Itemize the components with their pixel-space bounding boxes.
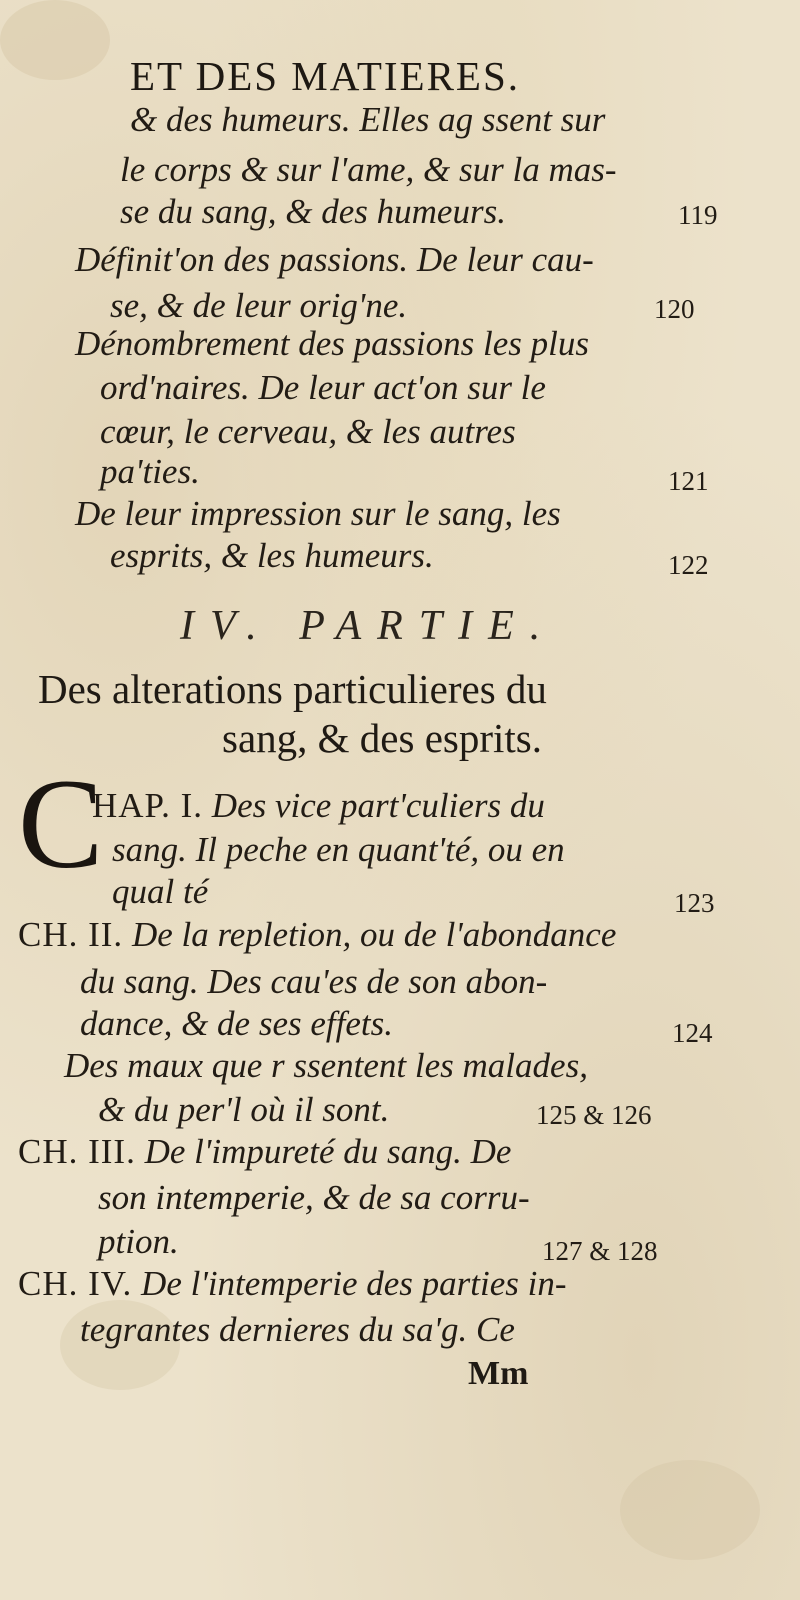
toc-line: Dénombrement des passions les plus: [75, 324, 589, 363]
chapter-title: De l'impureté du sang. De: [144, 1132, 512, 1171]
page-number: 122: [668, 550, 709, 580]
drop-cap: C: [18, 753, 104, 895]
chapter-line: dance, & de ses effets.: [80, 1004, 393, 1043]
chapter-line: qual té: [112, 872, 209, 911]
chapter-line: du sang. Des cau'es de son abon-: [80, 962, 548, 1001]
chapter-line: ption.: [98, 1222, 179, 1261]
chapter-line: Des maux que r ssentent les malades,: [64, 1046, 588, 1085]
chapter-title: De la repletion, ou de l'abondance: [131, 915, 617, 954]
page-number: 127 & 128: [542, 1236, 658, 1266]
page-number: 120: [654, 294, 695, 324]
running-header: ET DES MATIERES.: [130, 53, 521, 99]
chapter-prefix: CH. IV.: [18, 1264, 133, 1303]
part-subtitle-line2: sang, & des esprits.: [222, 715, 542, 761]
chapter-prefix: CH. II.: [18, 915, 124, 954]
part-subtitle-line1: Des alterations particulieres du: [38, 666, 547, 712]
toc-line: se du sang, & des humeurs.: [120, 192, 506, 231]
toc-line: le corps & sur l'ame, & sur la mas-: [120, 150, 617, 189]
signature-mark: Mm: [468, 1355, 529, 1392]
toc-line: ord'naires. De leur act'on sur le: [100, 368, 546, 407]
toc-line: se, & de leur orig'ne.: [110, 286, 408, 325]
toc-line: De leur impression sur le sang, les: [75, 494, 561, 533]
chapter-prefix: HAP. I.: [92, 786, 204, 825]
chapter-title: Des vice part'culiers du: [211, 786, 545, 825]
part-heading: IV. PARTIE.: [180, 603, 557, 649]
toc-line: & des humeurs. Elles ag ssent sur: [130, 100, 606, 139]
page-number: 121: [668, 466, 709, 496]
toc-line: cœur, le cerveau, & les autres: [100, 412, 516, 451]
toc-line: pa'ties.: [100, 452, 200, 491]
chapter-line: [18, 915, 616, 955]
chapter-line: [92, 786, 545, 826]
page-number: 123: [674, 888, 715, 918]
chapter-line: son intemperie, & de sa corru-: [98, 1178, 530, 1217]
chapter-line: [18, 1132, 511, 1172]
chapter-line: [18, 1264, 567, 1304]
toc-line: Définit'on des passions. De leur cau-: [75, 240, 594, 279]
page-number: 124: [672, 1018, 713, 1048]
chapter-line: sang. Il peche en quant'té, ou en: [112, 830, 565, 869]
page-number: 125 & 126: [536, 1100, 652, 1130]
page-number: 119: [678, 200, 718, 230]
chapter-line: & du per'l où il sont.: [98, 1090, 390, 1129]
chapter-line: tegrantes dernieres du sa'g. Ce: [80, 1310, 515, 1349]
toc-line: esprits, & les humeurs.: [110, 536, 434, 575]
chapter-prefix: CH. III.: [18, 1132, 136, 1171]
chapter-title: De l'intemperie des parties in-: [141, 1264, 567, 1303]
